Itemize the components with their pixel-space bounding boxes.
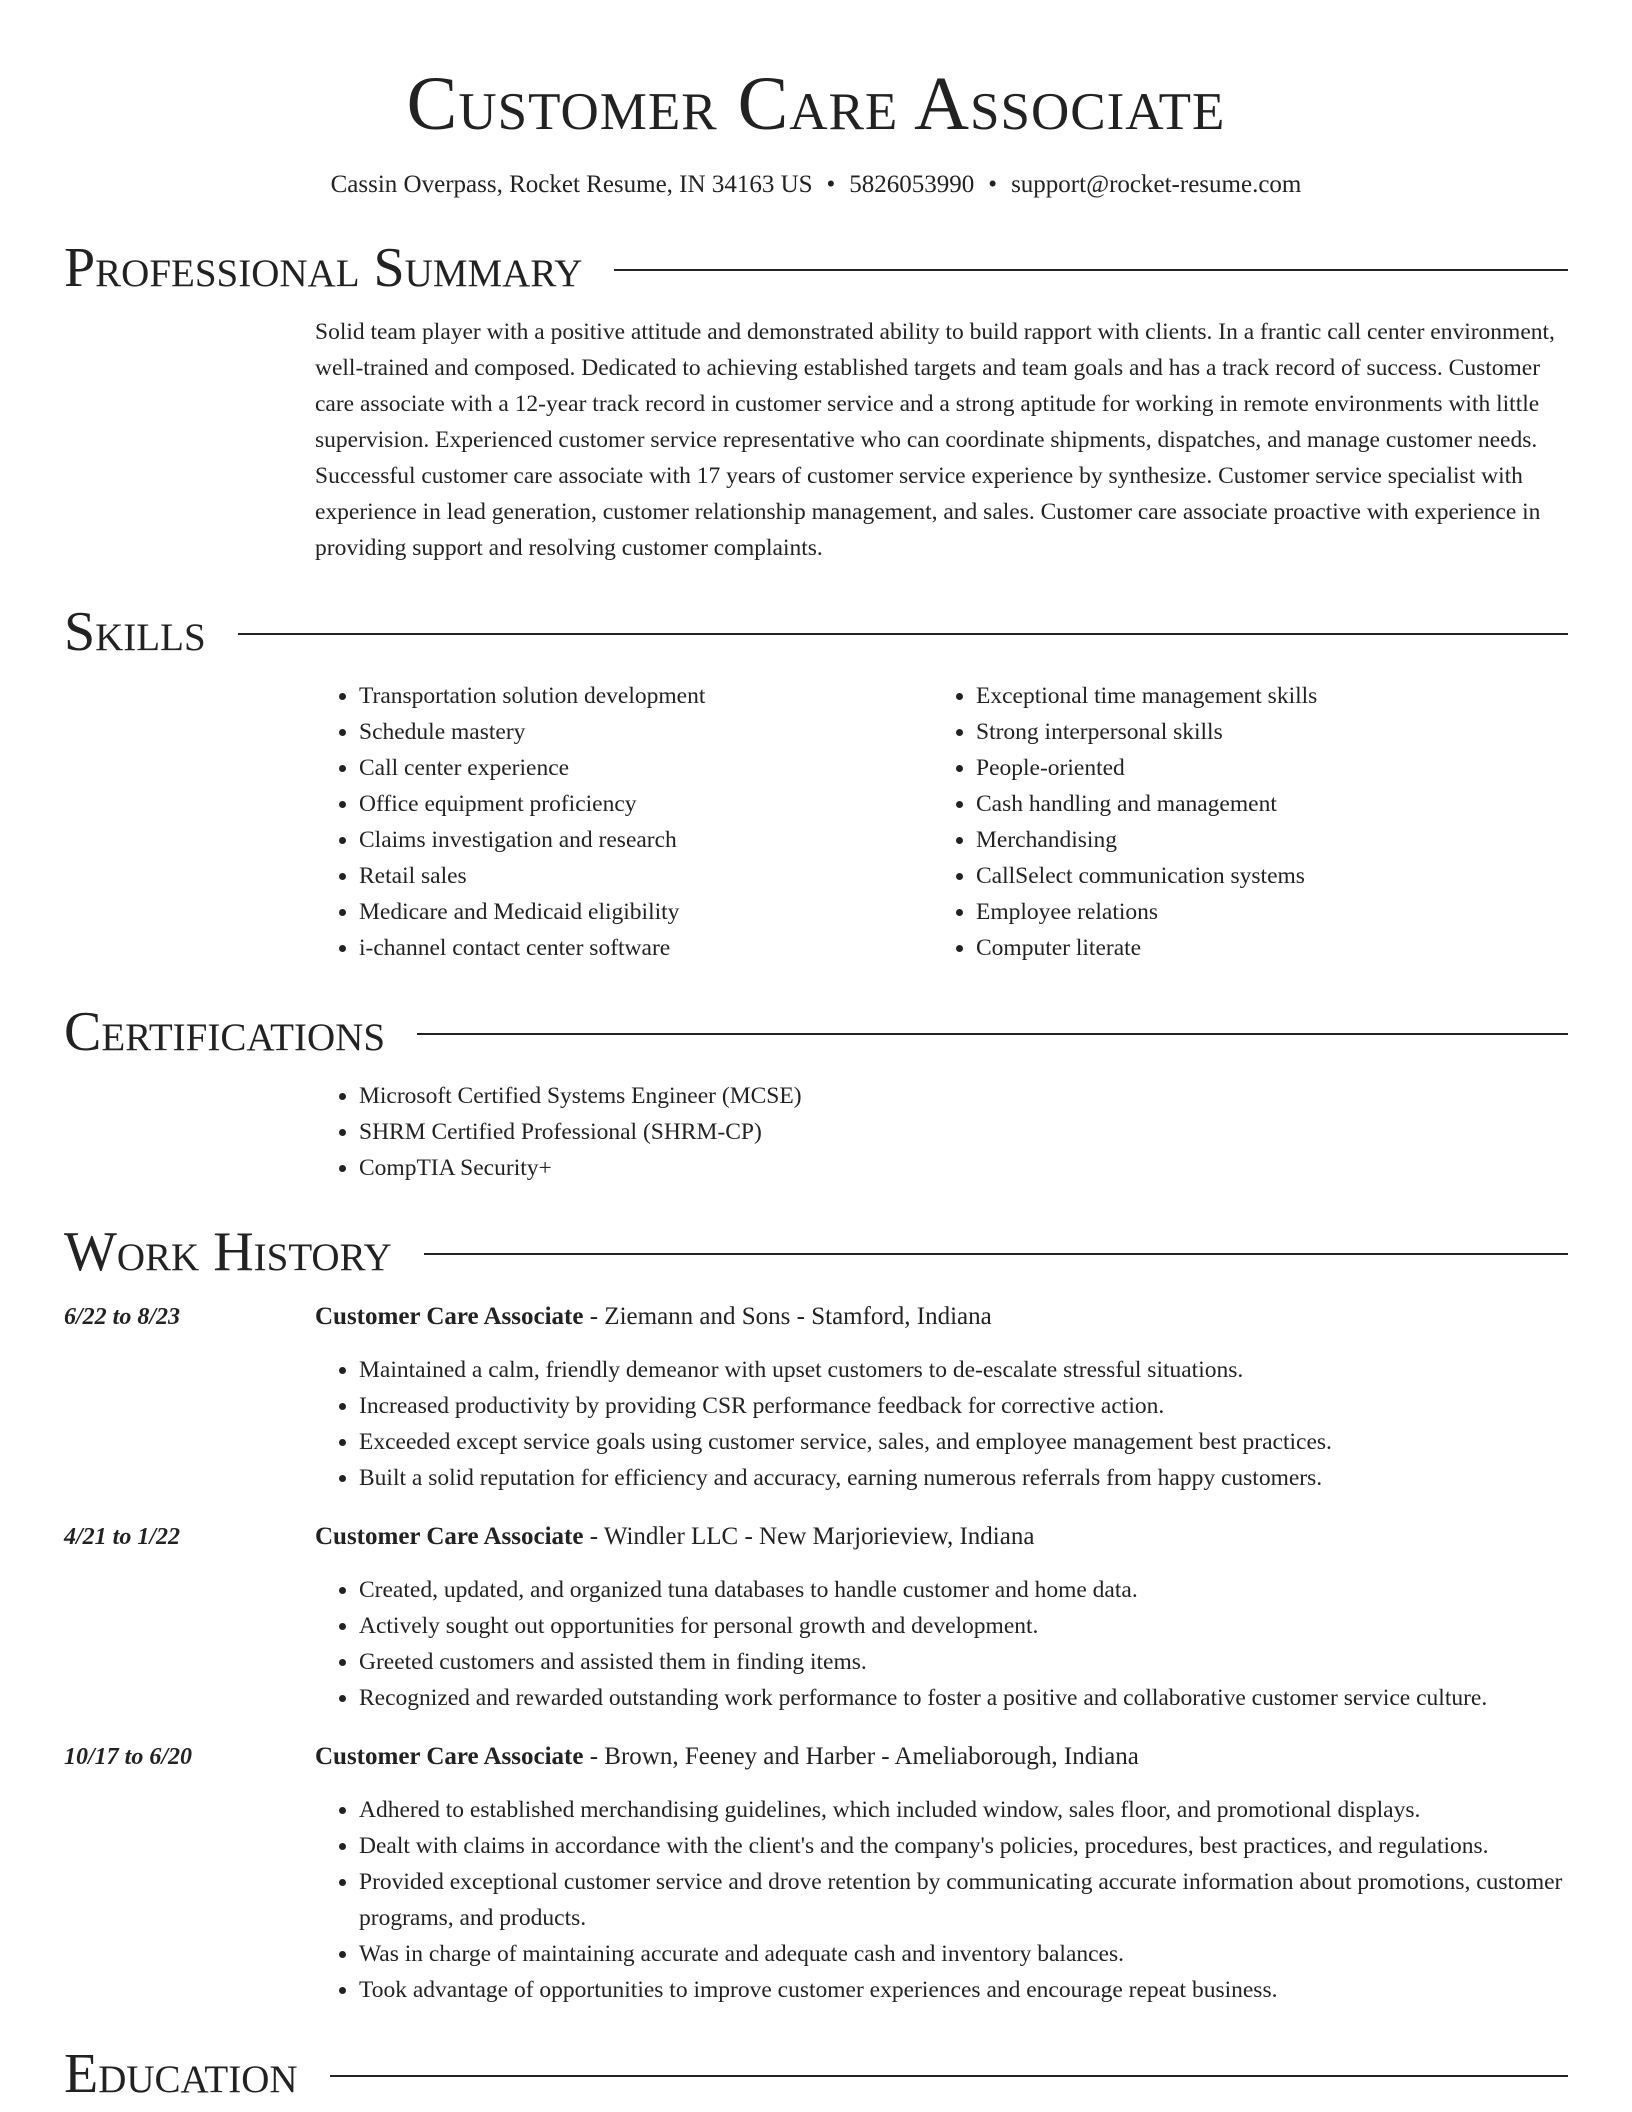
job-bullet: • Recognized and rewarded outstanding work performance to foster a positive and collaborative customer service culture. <box>359 1680 1568 1716</box>
job-bullet: • Was in charge of maintaining accurate and adequate cash and inventory balances. <box>359 1936 1568 1972</box>
skill-item: • Office equipment proficiency <box>359 786 932 822</box>
skill-item: • Claims investigation and research <box>359 822 932 858</box>
skills-heading: Skills <box>64 601 206 663</box>
job-bullet: • Exceeded except service goals using customer service, sales, and employee management best practices. <box>359 1424 1568 1460</box>
job-role: Customer Care Associate <box>315 1523 584 1550</box>
job-bullet: • Built a solid reputation for efficiency and accuracy, earning numerous referrals from happy customers. <box>359 1460 1568 1496</box>
job-entry <box>64 1300 1568 1496</box>
job-body <box>315 1740 1568 2008</box>
work-heading: Work History <box>64 1221 392 1283</box>
skills-list-right <box>932 678 1549 966</box>
job-entry <box>64 1740 1568 2008</box>
skill-item: • Exceptional time management skills <box>976 678 1549 714</box>
job-bullets <box>315 1352 1568 1496</box>
work-history-list <box>64 1300 1568 2008</box>
job-details: - Windler LLC - New Marjorieview, Indiana <box>583 1523 1035 1550</box>
certification-item: • CompTIA Security+ <box>359 1150 1568 1186</box>
job-bullet: • Increased productivity by providing CSR performance feedback for corrective action. <box>359 1388 1568 1424</box>
job-bullet: • Actively sought out opportunities for personal growth and development. <box>359 1608 1568 1644</box>
education-heading: Education <box>64 2043 298 2105</box>
job-title-line <box>315 1740 1568 1774</box>
job-title-line <box>315 1520 1568 1554</box>
skills-section-header <box>64 600 1568 664</box>
contact-address: Cassin Overpass, Rocket Resume, IN 34163 US <box>330 171 813 198</box>
job-role: Customer Care Associate <box>315 1303 584 1330</box>
section-divider <box>614 269 1568 271</box>
skill-item: • CallSelect communication systems <box>976 858 1549 894</box>
certifications-section-header <box>64 1000 1568 1064</box>
job-bullets <box>315 1792 1568 2008</box>
skills-columns <box>315 678 1568 966</box>
job-bullets <box>315 1572 1568 1716</box>
section-divider <box>424 1253 1568 1255</box>
work-section-header <box>64 1220 1568 1284</box>
job-dates: 6/22 to 8/23 <box>64 1304 181 1330</box>
job-entry <box>64 1520 1568 1716</box>
certifications-heading: Certifications <box>64 1001 386 1063</box>
skill-item: • Computer literate <box>976 930 1549 966</box>
job-dates: 10/17 to 6/20 <box>64 1744 193 1770</box>
skill-item: • Strong interpersonal skills <box>976 714 1549 750</box>
job-bullet: • Maintained a calm, friendly demeanor with upset customers to de-escalate stressful situations. <box>359 1352 1568 1388</box>
section-divider <box>417 1033 1568 1035</box>
contact-phone: 5826053990 <box>849 171 975 198</box>
skills-list-left <box>315 678 932 966</box>
summary-section-header <box>64 236 1568 300</box>
skill-item: • Retail sales <box>359 858 932 894</box>
section-divider <box>330 2075 1568 2077</box>
skill-item: • Merchandising <box>976 822 1549 858</box>
skill-item: • Medicare and Medicaid eligibility <box>359 894 932 930</box>
skill-item: • i-channel contact center software <box>359 930 932 966</box>
skill-item: • Schedule mastery <box>359 714 932 750</box>
job-details: - Brown, Feeney and Harber - Ameliaborough, Indiana <box>583 1743 1139 1770</box>
certifications-list <box>315 1078 1568 1186</box>
job-details: - Ziemann and Sons - Stamford, Indiana <box>583 1303 992 1330</box>
contact-line <box>64 168 1568 202</box>
resume-title: Customer Care Associate <box>406 62 1226 146</box>
skill-item: • People-oriented <box>976 750 1549 786</box>
skill-item: • Cash handling and management <box>976 786 1549 822</box>
job-bullet: • Greeted customers and assisted them in finding items. <box>359 1644 1568 1680</box>
contact-separator: • <box>988 171 998 198</box>
skill-item: • Transportation solution development <box>359 678 932 714</box>
section-divider <box>238 633 1568 635</box>
summary-text: Solid team player with a positive attitude and demonstrated ability to build rapport with clients. In a frantic call center environment, well-trained and composed. Dedicated to achieving established targets and team goals and has a track record of success. Customer care associate with a 12-year track record in customer service and a strong aptitude for working in remote environments with little supervision. Experienced customer service representative who can coordinate shipments, dispatches, and manage customer needs. Successful customer care associate with 17 years of customer service experience by synthesize. Customer service specialist with experience in lead generation, customer relationship management, and sales. Customer care associate proactive with experience in providing support and resolving customer complaints. <box>315 319 1555 561</box>
certifications-block <box>315 1078 1568 1186</box>
summary-heading: Professional Summary <box>64 237 583 299</box>
job-title-line <box>315 1300 1568 1334</box>
job-role: Customer Care Associate <box>315 1743 584 1770</box>
resume-page <box>64 0 1568 2106</box>
job-body <box>315 1520 1568 1716</box>
certification-item: • Microsoft Certified Systems Engineer (MCSE) <box>359 1078 1568 1114</box>
job-bullet: • Dealt with claims in accordance with the client's and the company's policies, procedures, best practices, and regulations. <box>359 1828 1568 1864</box>
contact-separator: • <box>826 171 836 198</box>
job-bullet: • Provided exceptional customer service and drove retention by communicating accurate information about promotions, customer programs, and products. <box>359 1864 1568 1936</box>
job-bullet: • Took advantage of opportunities to improve customer experiences and encourage repeat business. <box>359 1972 1568 2008</box>
skill-item: • Employee relations <box>976 894 1549 930</box>
skill-item: • Call center experience <box>359 750 932 786</box>
contact-email[interactable]: support@rocket-resume.com <box>1011 171 1302 198</box>
job-bullet: • Adhered to established merchandising guidelines, which included window, sales floor, and promotional displays. <box>359 1792 1568 1828</box>
certification-item: • SHRM Certified Professional (SHRM-CP) <box>359 1114 1568 1150</box>
education-section-header <box>64 2042 1568 2106</box>
job-body <box>315 1300 1568 1496</box>
job-dates: 4/21 to 1/22 <box>64 1524 181 1550</box>
job-bullet: • Created, updated, and organized tuna databases to handle customer and home data. <box>359 1572 1568 1608</box>
